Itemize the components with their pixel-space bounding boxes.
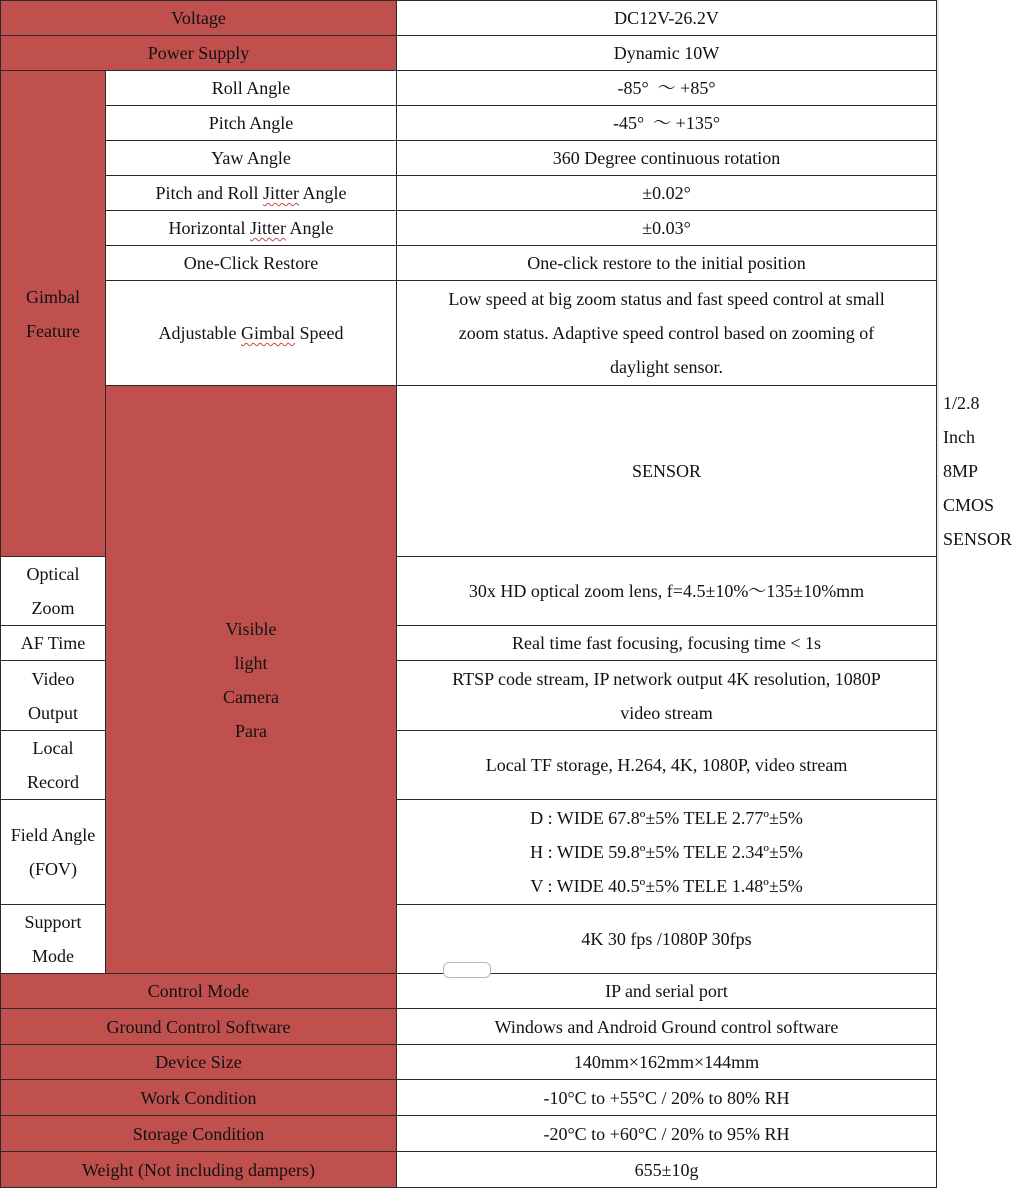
table-row xyxy=(1,246,937,281)
table-row xyxy=(1,36,937,71)
adjustable-gimbal-speed-value xyxy=(397,281,937,386)
voltage-value: DC12V-26.2V xyxy=(397,1,937,36)
camera-label-line-1: Visible xyxy=(225,618,277,639)
work-condition-value: -10°C to +55°C / 20% to 80% RH xyxy=(397,1080,937,1116)
label-part: Horizontal xyxy=(168,218,250,238)
pitch-angle-value: -45° ～ +135° xyxy=(397,106,937,141)
camera-label-line-2: light xyxy=(234,652,268,673)
device-size-label: Device Size xyxy=(1,1045,397,1080)
roll-angle-label: Roll Angle xyxy=(106,71,397,106)
visible-light-camera-group-label xyxy=(106,386,397,974)
value-line: video stream xyxy=(620,702,713,723)
fov-label: Field Angle (FOV) xyxy=(1,800,106,905)
table-row xyxy=(1,974,937,1009)
horizontal-jitter-value: ±0.03° xyxy=(397,211,937,246)
gimbal-feature-group-label xyxy=(1,71,106,557)
support-mode-label: Support Mode xyxy=(1,905,106,974)
local-record-value: Local TF storage, H.264, 4K, 1080P, video stream xyxy=(397,731,937,800)
camera-label-line-3: Camera xyxy=(223,686,279,707)
optical-zoom-label: Optical Zoom xyxy=(1,557,106,626)
yaw-angle-label: Yaw Angle xyxy=(106,141,397,176)
table-row xyxy=(1,176,937,211)
af-time-label: AF Time xyxy=(1,626,106,661)
local-record-label: Local Record xyxy=(1,731,106,800)
roll-angle-value: -85° ～ +85° xyxy=(397,71,937,106)
table-row xyxy=(1,1080,937,1116)
pitch-roll-jitter-label xyxy=(106,176,397,211)
table-row xyxy=(1,1116,937,1152)
label-part: Adjustable xyxy=(158,323,241,343)
table-row xyxy=(1,1009,937,1045)
label-part: Pitch and Roll xyxy=(155,183,263,203)
weight-label: Weight (Not including dampers) xyxy=(1,1152,397,1188)
table-row xyxy=(1,1,937,36)
value-line: H : WIDE 59.8º±5% TELE 2.34º±5% xyxy=(530,842,803,862)
table-row xyxy=(1,141,937,176)
scroll-handle[interactable] xyxy=(443,962,491,978)
gimbal-label-line-1: Gimbal xyxy=(26,286,80,307)
storage-condition-value: -20°C to +60°C / 20% to 95% RH xyxy=(397,1116,937,1152)
label-part: Jitter xyxy=(263,183,299,203)
label-part: Speed xyxy=(295,323,344,343)
yaw-angle-value: 360 Degree continuous rotation xyxy=(397,141,937,176)
value-line: V : WIDE 40.5º±5% TELE 1.48º±5% xyxy=(530,876,803,896)
one-click-restore-label: One-Click Restore xyxy=(106,246,397,281)
device-size-value: 140mm×162mm×144mm xyxy=(397,1045,937,1080)
gimbal-label-line-2: Feature xyxy=(26,320,80,341)
label-part: Gimbal xyxy=(241,323,295,343)
optical-zoom-value: 30x HD optical zoom lens, f=4.5±10%～135±10%mm xyxy=(397,557,937,626)
table-row xyxy=(1,106,937,141)
pitch-roll-jitter-value: ±0.02° xyxy=(397,176,937,211)
storage-condition-label: Storage Condition xyxy=(1,1116,397,1152)
work-condition-label: Work Condition xyxy=(1,1080,397,1116)
adjustable-gimbal-speed-label xyxy=(106,281,397,386)
horizontal-jitter-label xyxy=(106,211,397,246)
table-row xyxy=(1,281,937,386)
value-line: zoom status. Adaptive speed control based on zooming of xyxy=(458,323,875,343)
video-output-value xyxy=(397,661,937,731)
ground-control-software-value: Windows and Android Ground control software xyxy=(397,1009,937,1045)
ground-control-software-label: Ground Control Software xyxy=(1,1009,397,1045)
table-row xyxy=(1,71,937,106)
support-mode-value: 4K 30 fps /1080P 30fps xyxy=(397,905,937,974)
one-click-restore-value: One-click restore to the initial position xyxy=(397,246,937,281)
table-row xyxy=(1,211,937,246)
label-part: Angle xyxy=(286,218,334,238)
video-output-label: Video Output xyxy=(1,661,106,731)
power-supply-value: Dynamic 10W xyxy=(397,36,937,71)
af-time-value: Real time fast focusing, focusing time < 1s xyxy=(397,626,937,661)
label-part: Angle xyxy=(299,183,347,203)
value-line: RTSP code stream, IP network output 4K resolution, 1080P xyxy=(452,668,881,689)
pitch-angle-label: Pitch Angle xyxy=(106,106,397,141)
window-edge xyxy=(937,0,939,970)
weight-value: 655±10g xyxy=(397,1152,937,1188)
fov-value xyxy=(397,800,937,905)
table-row xyxy=(1,1045,937,1080)
label-part: Jitter xyxy=(250,218,286,238)
table-row: Visible light Camera Para SENSOR 1/2.8 Inch 8MP CMOS SENSOR xyxy=(1,386,937,557)
voltage-label: Voltage xyxy=(1,1,397,36)
control-mode-value: IP and serial port xyxy=(397,974,937,1009)
camera-label-line-4: Para xyxy=(235,720,267,741)
table-row xyxy=(1,1152,937,1188)
value-line: daylight sensor. xyxy=(610,357,724,377)
sensor-label: SENSOR xyxy=(397,386,937,557)
value-line: D : WIDE 67.8º±5% TELE 2.77º±5% xyxy=(530,808,803,828)
control-mode-label: Control Mode xyxy=(1,974,397,1009)
power-supply-label: Power Supply xyxy=(1,36,397,71)
value-line: Low speed at big zoom status and fast speed control at small xyxy=(448,289,885,309)
